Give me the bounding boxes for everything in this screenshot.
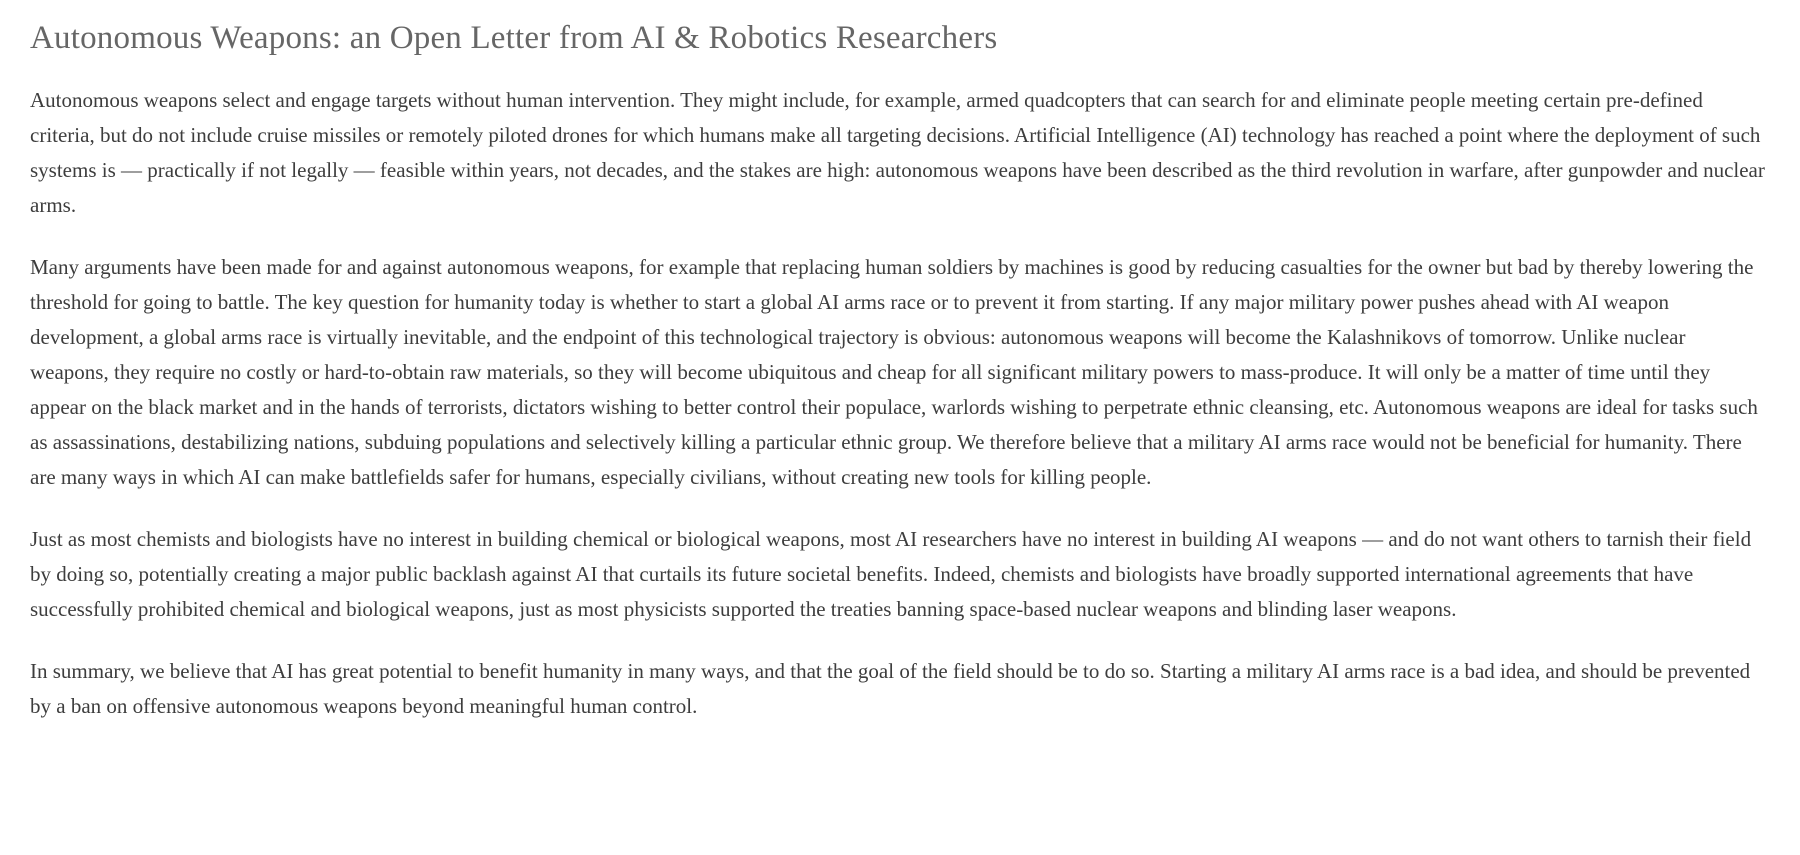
paragraph-summary: In summary, we believe that AI has great potential to benefit humanity in many ways, and that the goal of the field should be to do so. Starting a military AI arms race is a bad idea, and should be prevented by a ban on offensive autonomous weapons beyond meaningful human control. [30, 659, 1751, 719]
paragraph-researchers: Just as most chemists and biologists have no interest in building chemical or biological weapons, most AI researchers have no interest in building AI weapons — and do not want others to tarnish their field by doing so, potentially creating a major public backlash against AI that curtails its future societal benefits. Indeed, chemists and biologists have broadly supported international agreements that have successfully prohibited chemical and biological weapons, just as most physicists supported the treaties banning space-based nuclear weapons and blinding laser weapons. [30, 527, 1752, 622]
paragraph-arguments: Many arguments have been made for and against autonomous weapons, for example that replacing human soldiers by machines is good by reducing casualties for the owner but bad by thereby lowering the threshold for going to battle. The key question for humanity today is whether to start a global AI arms race or to prevent it from starting. If any major military power pushes ahead with AI weapon development, a global arms race is virtually inevitable, and the endpoint of this technological trajectory is obvious: autonomous weapons will become the Kalashnikovs of tomorrow. Unlike nuclear weapons, they require no costly or hard-to-obtain raw materials, so they will become ubiquitous and cheap for all significant military powers to mass-produce. It will only be a matter of time until they appear on the black market and in the hands of terrorists, dictators wishing to better control their populace, warlords wishing to perpetrate ethnic cleansing, etc. Autonomous weapons are ideal for tasks such as assassinations, destabilizing nations, subduing populations and selectively killing a particular ethnic group. We therefore believe that a military AI arms race would not be beneficial for humanity. There are many ways in which AI can make battlefields safer for humans, especially civilians, without creating new tools for killing people. [30, 255, 1758, 490]
paragraph-intro: Autonomous weapons select and engage targets without human intervention. They might include, for example, armed quadcopters that can search for and eliminate people meeting certain pre-defined criteria, but do not include cruise missiles or remotely piloted drones for which humans make all targeting decisions. Artificial Intelligence (AI) technology has reached a point where the deployment of such systems is — practically if not legally — feasible within years, not decades, and the stakes are high: autonomous weapons have been described as the third revolution in warfare, after gunpowder and nuclear arms. [30, 88, 1765, 218]
page-title: Autonomous Weapons: an Open Letter from AI & Robotics Researchers [30, 20, 998, 56]
